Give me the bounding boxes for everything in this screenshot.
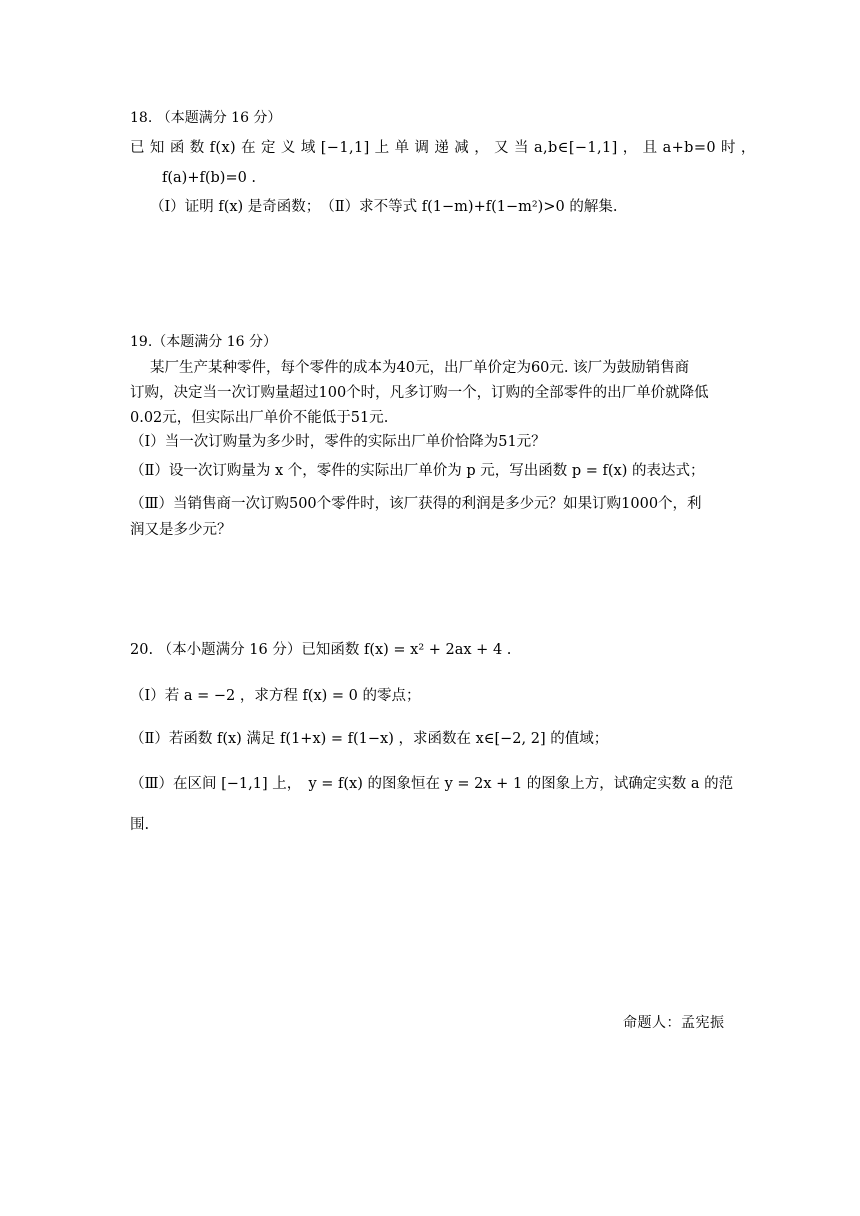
q20-heading: 20. （本小题满分 16 分）已知函数 f(x) = x² + 2ax + 4 .	[130, 642, 512, 658]
q19-line-1: 某厂生产某种零件，每个零件的成本为40元，出厂单价定为60元. 该厂为鼓励销售商	[150, 360, 690, 376]
q19-part-2: （Ⅱ）设一次订购量为 x 个，零件的实际出厂单价为 p 元，写出函数 p = f(x) 的表达式；	[130, 463, 705, 479]
q20-part-3-line-1: （Ⅲ）在区间 [−1,1] 上， y = f(x) 的图象恒在 y = 2x + 1 的图象上方，试确定实数 a 的范	[130, 776, 734, 792]
author-signature: 命题人：孟宪振	[623, 1015, 725, 1031]
q19-part-3-line-1: （Ⅲ）当销售商一次订购500个零件时，该厂获得的利润是多少元？如果订购1000个，利	[130, 496, 702, 512]
q18-heading: 18. （本题满分 16 分）	[130, 110, 282, 126]
q19-heading: 19.（本题满分 16 分）	[130, 334, 277, 350]
q19-line-2: 订购，决定当一次订购量超过100个时，凡多订购一个，订购的全部零件的出厂单价就降低	[130, 385, 709, 401]
q18-line-1: 已 知 函 数 f(x) 在 定 义 域 [−1,1] 上 单 调 递 减 ， 又 当 a,b∈[−1,1] ， 且 a+b=0 时 ，	[130, 140, 756, 156]
q19-line-3: 0.02元，但实际出厂单价不能低于51元.	[130, 410, 389, 426]
q20-part-2: （Ⅱ）若函数 f(x) 满足 f(1+x) = f(1−x) ，求函数在 x∈[−2, 2] 的值域；	[130, 731, 609, 747]
q20-part-1: （Ⅰ）若 a = −2 ，求方程 f(x) = 0 的零点；	[130, 688, 421, 704]
q20-part-3-line-2: 围.	[130, 817, 150, 833]
q19-part-1: （Ⅰ）当一次订购量为多少时，零件的实际出厂单价恰降为51元？	[130, 434, 546, 450]
q18-line-2: f(a)+f(b)=0 .	[162, 170, 257, 186]
q18-line-3: （Ⅰ）证明 f(x) 是奇函数； （Ⅱ）求不等式 f(1−m)+f(1−m²)>0 的解集.	[150, 199, 618, 215]
q19-part-3-line-2: 润又是多少元？	[130, 522, 232, 538]
